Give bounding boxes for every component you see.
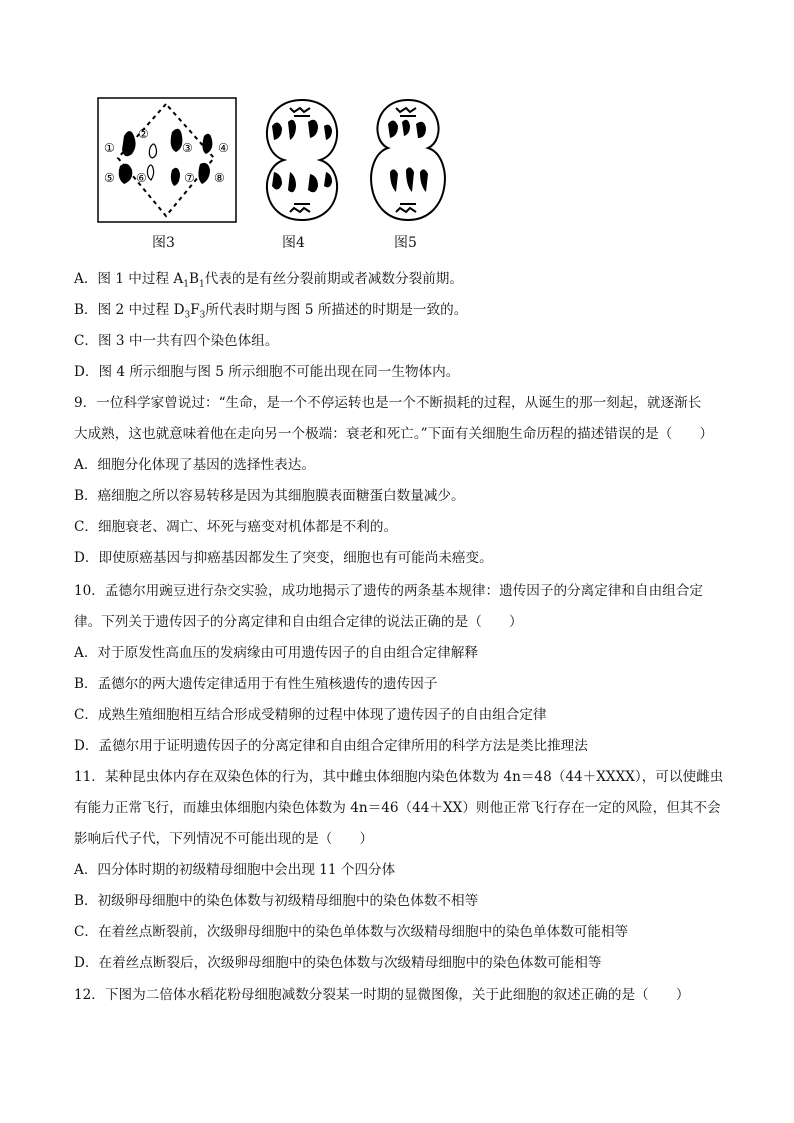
fig3-chromosome-1 bbox=[122, 131, 136, 156]
q8-option-b-text-1: B．图 2 中过程 D bbox=[74, 302, 185, 318]
q11-stem-line-2: 有能力正常飞行，而雄虫体细胞内染色体数为 4n＝46（44＋XX）则他正常飞行存在一定的风险，但其不会 bbox=[74, 800, 721, 816]
fig4-spindle-top bbox=[290, 108, 310, 116]
q8-option-a-text-2: B bbox=[188, 271, 199, 287]
fig3-label-3: ③ bbox=[182, 141, 193, 155]
fig3-label-8: ⑧ bbox=[214, 171, 225, 185]
q8-option-d: D．图 4 所示细胞与图 5 所示细胞不可能出现在同一生物体内。 bbox=[74, 364, 460, 380]
q10-option-a: A．对于原发性高血压的发病缘由可用遗传因子的自由组合定律解释 bbox=[74, 645, 479, 661]
figure-5 bbox=[360, 96, 456, 226]
question-9 bbox=[74, 388, 734, 574]
q8-option-a-text-1: A．图 1 中过程 A bbox=[74, 271, 184, 287]
fig4-spindle-bottom bbox=[290, 204, 310, 212]
question-8-options bbox=[74, 264, 734, 388]
q9-option-a: A．细胞分化体现了基因的选择性表达。 bbox=[74, 457, 315, 473]
fig3-label-6: ⑥ bbox=[136, 171, 147, 185]
q9-stem-line-1: 9．一位科学家曾说过：“生命，是一个不停运转也是一个不断损耗的过程，从诞生的那一刻起，就逐渐长 bbox=[74, 395, 702, 411]
fig3-chromosome-3 bbox=[171, 129, 183, 152]
q8-option-b-text-3: 所代表时期与图 5 所描述的时期是一致的。 bbox=[205, 302, 468, 318]
fig3-label-2: ② bbox=[138, 127, 149, 141]
fig3-label-5: ⑤ bbox=[104, 171, 115, 185]
q11-option-d: D．在着丝点断裂后，次级卵母细胞中的染色体数与次级精母细胞中的染色体数可能相等 bbox=[74, 955, 602, 971]
q9-stem-line-2: 大成熟，这也就意味着他在走向另一个极端：衰老和死亡。”下面有关细胞生命历程的描述错误的是（ ） bbox=[74, 426, 714, 442]
q9-option-d: D．即使原癌基因与抑癌基因都发生了突变，细胞也有可能尚未癌变。 bbox=[74, 550, 493, 566]
fig3-label-7: ⑦ bbox=[184, 171, 195, 185]
question-10 bbox=[74, 576, 734, 762]
fig5-spindle-top bbox=[396, 108, 416, 116]
fig3-label-4: ④ bbox=[218, 141, 229, 155]
fig3-spindle bbox=[118, 104, 214, 216]
fig4-cell-outline bbox=[267, 100, 337, 220]
fig5-cell-outline bbox=[371, 100, 445, 220]
q10-stem-line-1: 10．孟德尔用豌豆进行杂交实验，成功地揭示了遗传的两条基本规律：遗传因子的分离定律和自由组合定 bbox=[74, 583, 704, 599]
figure-5-caption: 图5 bbox=[394, 235, 417, 251]
q9-option-b: B．癌细胞之所以容易转移是因为其细胞膜表面糖蛋白数量减少。 bbox=[74, 488, 465, 504]
q12-stem-line-1: 12．下图为二倍体水稻花粉母细胞减数分裂某一时期的显微图像，关于此细胞的叙述正确的是（ ） bbox=[74, 987, 690, 1003]
q8-option-a-sub-1: 1 bbox=[183, 279, 189, 290]
fig3-chromosome-4 bbox=[202, 134, 212, 154]
fig5-chromosomes-bottom bbox=[390, 167, 428, 192]
q8-option-c: C．图 3 中一共有四个染色体组。 bbox=[74, 333, 279, 349]
fig3-chromosome-7 bbox=[171, 168, 180, 186]
figure-3-caption: 图3 bbox=[152, 235, 175, 251]
q10-option-c: C．成熟生殖细胞相互结合形成受精卵的过程中体现了遗传因子的自由组合定律 bbox=[74, 707, 547, 723]
q10-option-d: D．孟德尔用于证明遗传因子的分离定律和自由组合定律所用的科学方法是类比推理法 bbox=[74, 738, 588, 754]
q8-option-b-sub-2: 3 bbox=[199, 310, 206, 321]
q8-option-a-sub-2: 1 bbox=[198, 279, 205, 290]
q10-option-b: B．孟德尔的两大遗传定律适用于有性生殖核遗传的遗传因子 bbox=[74, 676, 438, 692]
q9-option-c: C．细胞衰老、凋亡、坏死与癌变对机体都是不利的。 bbox=[74, 519, 398, 535]
q11-option-a: A．四分体时期的初级精母细胞中会出现 11 个四分体 bbox=[74, 862, 396, 878]
question-12 bbox=[74, 980, 734, 1011]
q10-stem-line-2: 律。下列关于遗传因子的分离定律和自由组合定律的说法正确的是（ ） bbox=[74, 614, 523, 630]
q8-option-a-text-3: 代表的是有丝分裂前期或者减数分裂前期。 bbox=[204, 271, 463, 287]
q8-option-a bbox=[74, 264, 734, 295]
figure-4-caption: 图4 bbox=[282, 235, 305, 251]
fig5-chromosomes-top bbox=[388, 120, 426, 138]
q11-option-b: B．初级卵母细胞中的染色体数与初级精母细胞中的染色体数不相等 bbox=[74, 893, 479, 909]
q8-option-b-text-2: F bbox=[190, 302, 200, 318]
fig5-spindle-bottom bbox=[396, 204, 416, 212]
fig3-chromosome-8 bbox=[198, 163, 210, 184]
figure-3 bbox=[96, 96, 240, 226]
fig3-chromosome-6 bbox=[147, 165, 153, 180]
fig4-chromosomes-top bbox=[272, 120, 332, 140]
fig3-label-1: ① bbox=[104, 141, 115, 155]
question-11 bbox=[74, 762, 734, 979]
q8-option-b bbox=[74, 295, 734, 326]
fig3-chromosome-5 bbox=[119, 164, 133, 184]
fig4-chromosomes-bottom bbox=[272, 172, 332, 192]
figure-4 bbox=[254, 96, 350, 226]
fig3-chromosome-2 bbox=[149, 144, 156, 158]
q11-stem-line-1: 11．某种昆虫体内存在双染色体的行为，其中雌虫体细胞内染色体数为 4n＝48（44＋XXXX），可以使雌虫 bbox=[74, 769, 724, 785]
q11-option-c: C．在着丝点断裂前，次级卵母细胞中的染色单体数与次级精母细胞中的染色单体数可能相等 bbox=[74, 924, 629, 940]
q8-option-b-sub-1: 3 bbox=[184, 310, 191, 321]
q11-stem-line-3: 影响后代子代，下列情况不可能出现的是（ ） bbox=[74, 831, 374, 847]
